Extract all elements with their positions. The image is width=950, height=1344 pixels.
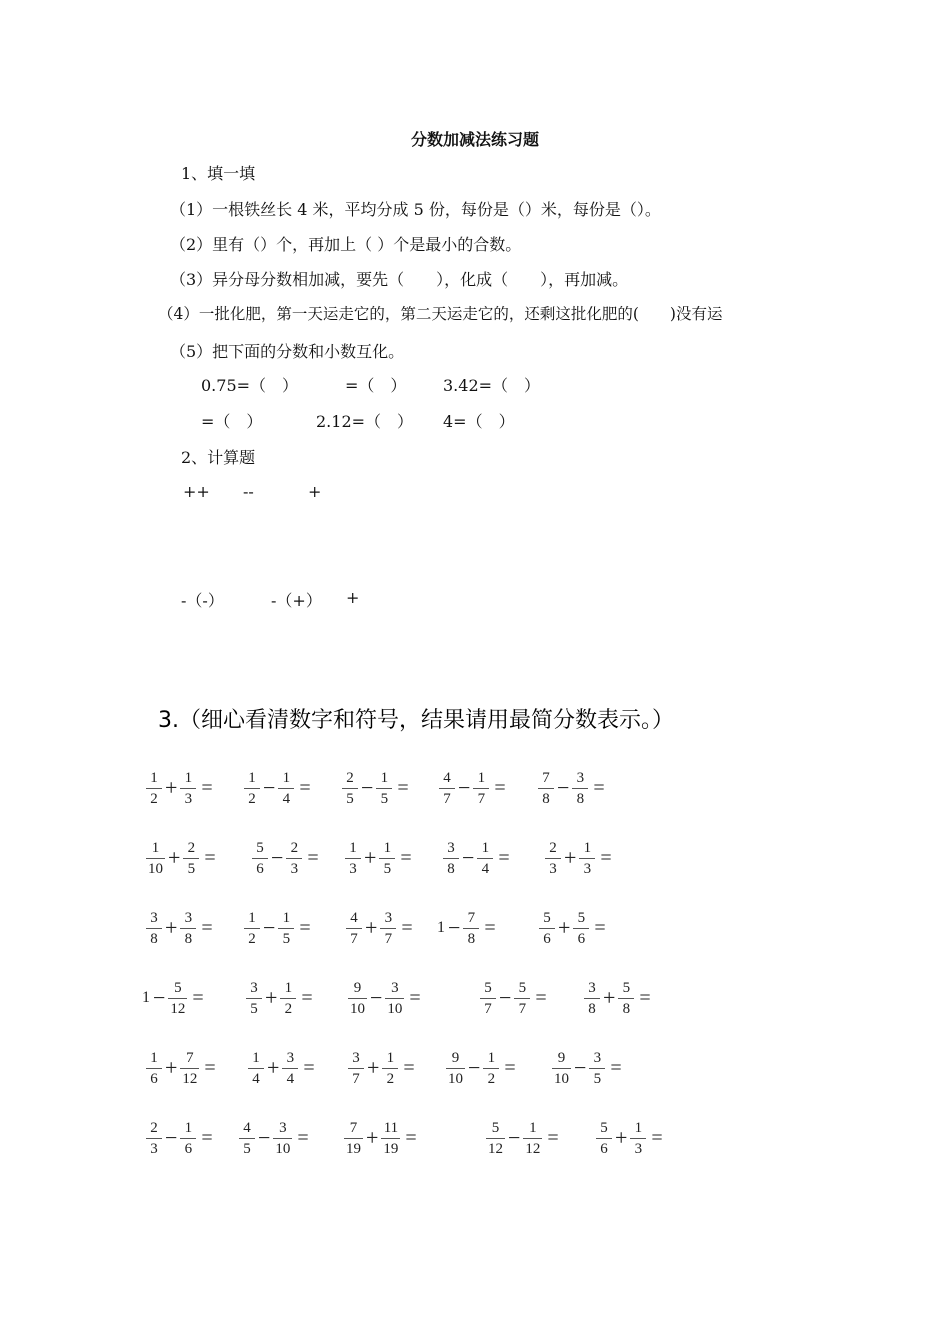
denominator: 4: [282, 1068, 298, 1088]
worksheet-title: 分数加减法练习题: [410, 130, 539, 149]
fraction-exercise: [145, 765, 213, 811]
numerator: 1: [248, 769, 256, 786]
numerator: 3: [352, 1049, 360, 1066]
fraction: [146, 1119, 162, 1158]
numerator: 2: [150, 1119, 158, 1136]
fraction: [376, 769, 392, 808]
calc-item: -（+）: [271, 591, 322, 610]
denominator: 2: [483, 1068, 499, 1088]
fraction: [246, 979, 262, 1018]
numerator: 1: [151, 839, 160, 856]
fraction-exercise: [145, 835, 216, 881]
fraction: [443, 839, 459, 878]
operator: +: [365, 915, 378, 940]
denominator: 8: [443, 858, 459, 878]
denominator: 5: [379, 858, 395, 878]
operator: −: [271, 845, 284, 870]
denominator: 10: [348, 998, 367, 1018]
equals-sign: =: [484, 917, 496, 939]
numerator: 3: [447, 839, 455, 856]
numerator: 5: [174, 979, 182, 996]
fraction-exercise: [437, 905, 496, 951]
denominator: 6: [252, 858, 268, 878]
conversion-item: 3.42=（ ）: [443, 376, 541, 395]
fraction-exercise: [245, 975, 313, 1021]
numerator: 4: [243, 1119, 251, 1136]
numerator: 4: [350, 909, 358, 926]
denominator: 6: [573, 928, 589, 948]
operator: −: [370, 985, 383, 1010]
denominator: 10: [273, 1138, 292, 1158]
calc-item: -（-）: [181, 591, 224, 610]
fraction: [346, 909, 362, 948]
fraction-exercise: [485, 1115, 559, 1161]
equals-sign: =: [204, 847, 216, 869]
section1-heading: 1、填一填: [181, 164, 256, 183]
fraction: [477, 839, 493, 878]
denominator: 12: [180, 1068, 199, 1088]
equals-sign: =: [201, 1127, 213, 1149]
denominator: 8: [538, 788, 554, 808]
operator: +: [558, 915, 571, 940]
equals-sign: =: [494, 777, 506, 799]
numerator: 3: [593, 1049, 602, 1066]
numerator: 1: [150, 1049, 158, 1066]
fraction: [514, 979, 530, 1018]
operator: −: [258, 1125, 271, 1150]
denominator: 5: [342, 788, 358, 808]
operator: −: [462, 845, 475, 870]
denominator: 5: [278, 928, 294, 948]
fraction: [630, 1119, 646, 1158]
equals-sign: =: [403, 1057, 415, 1079]
denominator: 7: [514, 998, 530, 1018]
numerator: 2: [346, 769, 354, 786]
denominator: 6: [146, 1068, 162, 1088]
fraction-exercise: [479, 975, 547, 1021]
denominator: 5: [589, 1068, 605, 1088]
fraction-exercise: [583, 975, 651, 1021]
numerator: 3: [184, 909, 193, 926]
fraction-exercise: [551, 1045, 622, 1091]
fraction: [382, 1049, 398, 1088]
fraction: [480, 979, 496, 1018]
operator: −: [263, 915, 276, 940]
fraction-exercise: [142, 975, 204, 1021]
numerator: 5: [543, 909, 551, 926]
equals-sign: =: [303, 1057, 315, 1079]
numerator: 1: [282, 769, 291, 786]
denominator: 10: [146, 858, 165, 878]
fraction-exercise: [243, 765, 311, 811]
fraction: [579, 839, 595, 878]
numerator: 5: [622, 979, 631, 996]
fraction: [252, 839, 268, 878]
fraction: [523, 1119, 542, 1158]
fraction: [539, 909, 555, 948]
denominator: 8: [146, 928, 162, 948]
equals-sign: =: [204, 1057, 216, 1079]
equals-sign: =: [594, 917, 606, 939]
denominator: 19: [381, 1138, 400, 1158]
fraction: [278, 769, 294, 808]
calc-item: +: [346, 588, 360, 607]
fraction: [244, 769, 260, 808]
denominator: 8: [618, 998, 634, 1018]
fraction: [596, 1119, 612, 1158]
numerator: 1: [252, 1049, 260, 1066]
fraction: [180, 909, 196, 948]
denominator: 3: [579, 858, 595, 878]
denominator: 4: [278, 788, 294, 808]
numerator: 9: [557, 1049, 566, 1066]
fraction: [545, 839, 561, 878]
fraction: [280, 979, 296, 1018]
fraction: [572, 769, 588, 808]
numerator: 5: [600, 1119, 608, 1136]
operator: +: [165, 775, 178, 800]
fraction: [180, 769, 196, 808]
numerator: 2: [549, 839, 557, 856]
conversion-item: =（ ）: [345, 376, 407, 395]
numerator: 4: [443, 769, 451, 786]
fraction-exercise: [442, 835, 510, 881]
numerator: 7: [542, 769, 550, 786]
operator: −: [448, 915, 461, 940]
equals-sign: =: [299, 777, 311, 799]
conversion-item: =（ ）: [201, 412, 263, 431]
fraction-exercise: [347, 1045, 415, 1091]
equals-sign: =: [600, 847, 612, 869]
denominator: 8: [180, 928, 196, 948]
operator: −: [361, 775, 374, 800]
numerator: 5: [484, 979, 492, 996]
equals-sign: =: [405, 1127, 417, 1149]
numerator: 1: [248, 909, 256, 926]
fraction: [146, 839, 165, 878]
numerator: 11: [383, 1119, 399, 1136]
fraction: [244, 909, 260, 948]
calc-item: ++: [183, 482, 210, 501]
fraction: [381, 1119, 400, 1158]
denominator: 8: [572, 788, 588, 808]
denominator: 7: [380, 928, 396, 948]
fraction: [385, 979, 404, 1018]
equals-sign: =: [504, 1057, 516, 1079]
denominator: 10: [385, 998, 404, 1018]
denominator: 3: [286, 858, 302, 878]
fraction: [146, 1049, 162, 1088]
numerator: 5: [491, 1119, 500, 1136]
equals-sign: =: [547, 1127, 559, 1149]
denominator: 3: [630, 1138, 646, 1158]
numerator: 3: [384, 909, 393, 926]
fraction: [589, 1049, 605, 1088]
question-3: （3）异分母分数相加减，要先（ ），化成（ ），再加减。: [170, 270, 629, 289]
denominator: 2: [244, 928, 260, 948]
operator: −: [165, 1125, 178, 1150]
fraction: [146, 769, 162, 808]
numerator: 5: [256, 839, 264, 856]
question-2: （2）里有（）个，再加上（ ）个是最小的合数。: [170, 235, 522, 254]
denominator: 3: [180, 788, 196, 808]
fraction: [584, 979, 600, 1018]
numerator: 1: [184, 1119, 193, 1136]
operator: +: [168, 845, 181, 870]
fraction-exercise: [347, 975, 421, 1021]
equals-sign: =: [192, 987, 204, 1009]
numerator: 1: [529, 1119, 537, 1136]
equals-sign: =: [639, 987, 651, 1009]
fraction-exercise: [341, 765, 409, 811]
operator: −: [508, 1125, 521, 1150]
operator: +: [615, 1125, 628, 1150]
operator: +: [165, 915, 178, 940]
fraction: [439, 769, 455, 808]
numerator: 1: [380, 769, 389, 786]
conversion-item: 4=（ ）: [443, 412, 515, 431]
denominator: 5: [376, 788, 392, 808]
fraction: [342, 769, 358, 808]
calc-item: --: [243, 482, 254, 501]
fraction-exercise: [345, 905, 413, 951]
fraction-exercise: [247, 1045, 315, 1091]
numerator: 1: [583, 839, 592, 856]
numerator: 2: [187, 839, 196, 856]
equals-sign: =: [201, 917, 213, 939]
operator: −: [468, 1055, 481, 1080]
denominator: 4: [248, 1068, 264, 1088]
fraction: [473, 769, 489, 808]
equals-sign: =: [307, 847, 319, 869]
fraction: [168, 979, 187, 1018]
fraction-exercise: [544, 835, 612, 881]
denominator: 3: [146, 1138, 162, 1158]
fraction-exercise: [595, 1115, 663, 1161]
fraction-exercise: [145, 1045, 216, 1091]
fraction-exercise: [145, 1115, 213, 1161]
operator: +: [267, 1055, 280, 1080]
denominator: 2: [244, 788, 260, 808]
operator: +: [364, 845, 377, 870]
denominator: 6: [539, 928, 555, 948]
fraction: [146, 909, 162, 948]
denominator: 5: [246, 998, 262, 1018]
denominator: 6: [180, 1138, 196, 1158]
numerator: 3: [391, 979, 399, 996]
denominator: 8: [463, 928, 479, 948]
operator: −: [574, 1055, 587, 1080]
fraction: [380, 909, 396, 948]
denominator: 2: [382, 1068, 398, 1088]
fraction: [278, 909, 294, 948]
numerator: 7: [186, 1049, 194, 1066]
numerator: 9: [353, 979, 362, 996]
fraction-exercise: [538, 905, 606, 951]
fraction-exercise: [343, 1115, 417, 1161]
numerator: 2: [290, 839, 299, 856]
fraction: [446, 1049, 465, 1088]
denominator: 7: [346, 928, 362, 948]
numerator: 3: [150, 909, 158, 926]
equals-sign: =: [397, 777, 409, 799]
fraction: [282, 1049, 298, 1088]
denominator: 7: [439, 788, 455, 808]
calc-item: +: [308, 482, 322, 501]
fraction-exercise: [438, 765, 506, 811]
equals-sign: =: [297, 1127, 309, 1149]
equals-sign: =: [299, 917, 311, 939]
denominator: 2: [146, 788, 162, 808]
fraction: [286, 839, 302, 878]
denominator: 10: [552, 1068, 571, 1088]
operator: −: [458, 775, 471, 800]
denominator: 8: [584, 998, 600, 1018]
denominator: 19: [344, 1138, 363, 1158]
question-4: （4）一批化肥，第一天运走它的，第二天运走它的，还剩这批化肥的( )没有运: [158, 305, 723, 323]
denominator: 12: [486, 1138, 505, 1158]
fraction: [183, 839, 199, 878]
conversion-item: 0.75=（ ）: [201, 376, 299, 395]
equals-sign: =: [201, 777, 213, 799]
denominator: 3: [345, 858, 361, 878]
numerator: 3: [279, 1119, 287, 1136]
fraction-exercise: [537, 765, 605, 811]
numerator: 3: [588, 979, 596, 996]
question-5: （5）把下面的分数和小数互化。: [170, 342, 405, 361]
equals-sign: =: [401, 917, 413, 939]
numerator: 5: [518, 979, 527, 996]
numerator: 1: [150, 769, 158, 786]
numerator: 1: [282, 909, 291, 926]
denominator: 6: [596, 1138, 612, 1158]
numerator: 1: [481, 839, 490, 856]
operator: +: [165, 1055, 178, 1080]
fraction: [348, 979, 367, 1018]
fraction-exercise: [243, 905, 311, 951]
equals-sign: =: [498, 847, 510, 869]
operator: −: [153, 985, 166, 1010]
operator: +: [564, 845, 577, 870]
operator: +: [265, 985, 278, 1010]
equals-sign: =: [610, 1057, 622, 1079]
denominator: 7: [473, 788, 489, 808]
fraction: [552, 1049, 571, 1088]
fraction: [248, 1049, 264, 1088]
fraction: [463, 909, 479, 948]
numerator: 3: [286, 1049, 295, 1066]
fraction: [345, 839, 361, 878]
equals-sign: =: [593, 777, 605, 799]
fraction: [180, 1049, 199, 1088]
numerator: 1: [634, 1119, 643, 1136]
denominator: 5: [183, 858, 199, 878]
fraction-exercise: [344, 835, 412, 881]
fraction: [379, 839, 395, 878]
operator: +: [603, 985, 616, 1010]
fraction: [538, 769, 554, 808]
operator: −: [263, 775, 276, 800]
fraction: [239, 1119, 255, 1158]
numerator: 1: [349, 839, 357, 856]
denominator: 3: [545, 858, 561, 878]
denominator: 12: [168, 998, 187, 1018]
fraction-exercise: [145, 905, 213, 951]
denominator: 4: [477, 858, 493, 878]
denominator: 2: [280, 998, 296, 1018]
denominator: 7: [480, 998, 496, 1018]
operator: −: [557, 775, 570, 800]
equals-sign: =: [409, 987, 421, 1009]
fraction-exercise: [251, 835, 319, 881]
numerator: 1: [386, 1049, 395, 1066]
numerator: 1: [184, 769, 193, 786]
numerator: 9: [451, 1049, 460, 1066]
equals-sign: =: [535, 987, 547, 1009]
equals-sign: =: [301, 987, 313, 1009]
fraction: [618, 979, 634, 1018]
denominator: 5: [239, 1138, 255, 1158]
numerator: 1: [487, 1049, 496, 1066]
operator: −: [499, 985, 512, 1010]
section2-heading: 2、计算题: [181, 448, 256, 467]
operator: +: [367, 1055, 380, 1080]
numerator: 3: [576, 769, 585, 786]
operator: +: [366, 1125, 379, 1150]
equals-sign: =: [400, 847, 412, 869]
conversion-item: 2.12=（ ）: [316, 412, 414, 431]
whole-number: 1: [142, 989, 150, 1006]
numerator: 7: [349, 1119, 358, 1136]
fraction: [486, 1119, 505, 1158]
whole-number: 1: [437, 919, 445, 936]
equals-sign: =: [651, 1127, 663, 1149]
numerator: 1: [477, 769, 486, 786]
fraction: [573, 909, 589, 948]
fraction: [180, 1119, 196, 1158]
fraction: [483, 1049, 499, 1088]
question-1: （1）一根铁丝长 4 米，平均分成 5 份，每份是（）米，每份是（）。: [170, 200, 661, 219]
denominator: 7: [348, 1068, 364, 1088]
numerator: 3: [250, 979, 258, 996]
fraction-exercise: [445, 1045, 516, 1091]
numerator: 7: [467, 909, 476, 926]
section3-heading: 3.（细心看清数字和符号，结果请用最简分数表示。）: [158, 708, 674, 733]
denominator: 12: [523, 1138, 542, 1158]
denominator: 10: [446, 1068, 465, 1088]
fraction: [348, 1049, 364, 1088]
numerator: 1: [383, 839, 392, 856]
numerator: 5: [577, 909, 586, 926]
fraction: [344, 1119, 363, 1158]
fraction: [273, 1119, 292, 1158]
fraction-exercise: [238, 1115, 309, 1161]
numerator: 1: [284, 979, 293, 996]
